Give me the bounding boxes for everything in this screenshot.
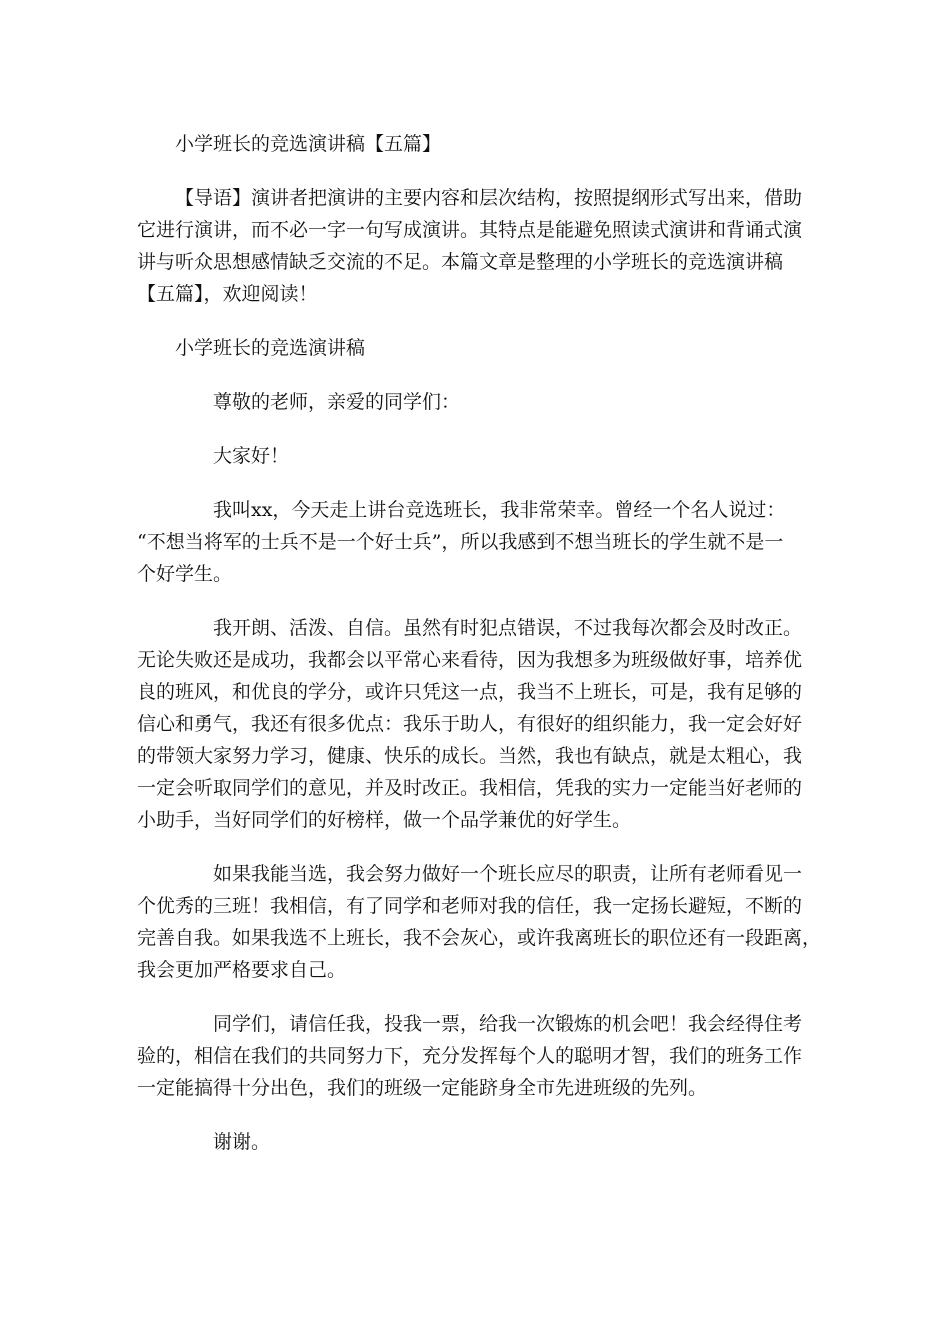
paragraph-2 — [137, 612, 813, 836]
intro-line: 讲与听众思想感情缺乏交流的不足。本篇文章是整理的小学班长的竞选演讲稿 — [137, 251, 784, 273]
paragraph-line: 良的班风，和优良的学分，或许只凭这一点，我当不上班长，可是，我有足够的 — [137, 681, 803, 703]
paragraph-line: 无论失败还是成功，我都会以平常心来看待，因为我想多为班级做好事，培养优 — [137, 649, 803, 671]
intro-line: 【导语】演讲者把演讲的主要内容和层次结构，按照提纲形式写出来，借助 — [175, 187, 803, 209]
paragraph-line: 个好学生。 — [137, 563, 233, 585]
paragraph-line: 小助手，当好同学们的好榜样，做一个品学兼优的好学生。 — [137, 809, 632, 831]
paragraph-line: 我会更加严格要求自己。 — [137, 959, 347, 981]
salutation: 尊敬的老师，亲爱的同学们： — [213, 391, 461, 413]
intro-paragraph — [137, 182, 813, 310]
greeting: 大家好！ — [213, 445, 290, 467]
paragraph-line: 同学们，请信任我，投我一票，给我一次锻炼的机会吧！我会经得住考 — [213, 1013, 803, 1035]
paragraph-1 — [137, 494, 813, 590]
document-body — [137, 128, 822, 1158]
paragraph-4 — [137, 1008, 813, 1104]
paragraph-line: 的带领大家努力学习，健康、快乐的成长。当然，我也有缺点，就是太粗心，我 — [137, 745, 803, 767]
paragraph-3 — [137, 858, 822, 986]
paragraph-line: 我叫xx，今天走上讲台竞选班长，我非常荣幸。曾经一个名人说过： — [213, 499, 786, 521]
paragraph-line: 验的，相信在我们的共同努力下，充分发挥每个人的聪明才智，我们的班务工作 — [137, 1045, 803, 1067]
intro-line: 【五篇】，欢迎阅读！ — [137, 283, 318, 305]
paragraph-line: 信心和勇气，我还有很多优点：我乐于助人，有很好的组织能力，我一定会好好 — [137, 713, 803, 735]
paragraph-line: 我开朗、活泼、自信。虽然有时犯点错误，不过我每次都会及时改正。 — [213, 617, 803, 639]
intro-line: 它进行演讲，而不必一字一句写成演讲。其特点是能避免照读式演讲和背诵式演 — [137, 219, 803, 241]
paragraph-line: 一定会听取同学们的意见，并及时改正。我相信，凭我的实力一定能当好老师的 — [137, 777, 803, 799]
document-title: 小学班长的竞选演讲稿【五篇】 — [175, 133, 442, 155]
speech-subtitle: 小学班长的竞选演讲稿 — [175, 337, 366, 359]
paragraph-line: 个优秀的三班！我相信，有了同学和老师对我的信任，我一定扬长避短，不断的 — [137, 895, 803, 917]
paragraph-line: 一定能搞得十分出色，我们的班级一定能跻身全市先进班级的先列。 — [137, 1077, 708, 1099]
paragraph-line: 如果我能当选，我会努力做好一个班长应尽的职责，让所有老师看见一 — [213, 863, 803, 885]
closing: 谢谢。 — [213, 1131, 271, 1153]
paragraph-line: “不想当将军的士兵不是一个好士兵”，所以我感到不想当班长的学生就不是一 — [137, 531, 784, 553]
paragraph-line: 完善自我。如果我选不上班长，我不会灰心，或许我离班长的职位还有一段距离， — [137, 927, 822, 949]
